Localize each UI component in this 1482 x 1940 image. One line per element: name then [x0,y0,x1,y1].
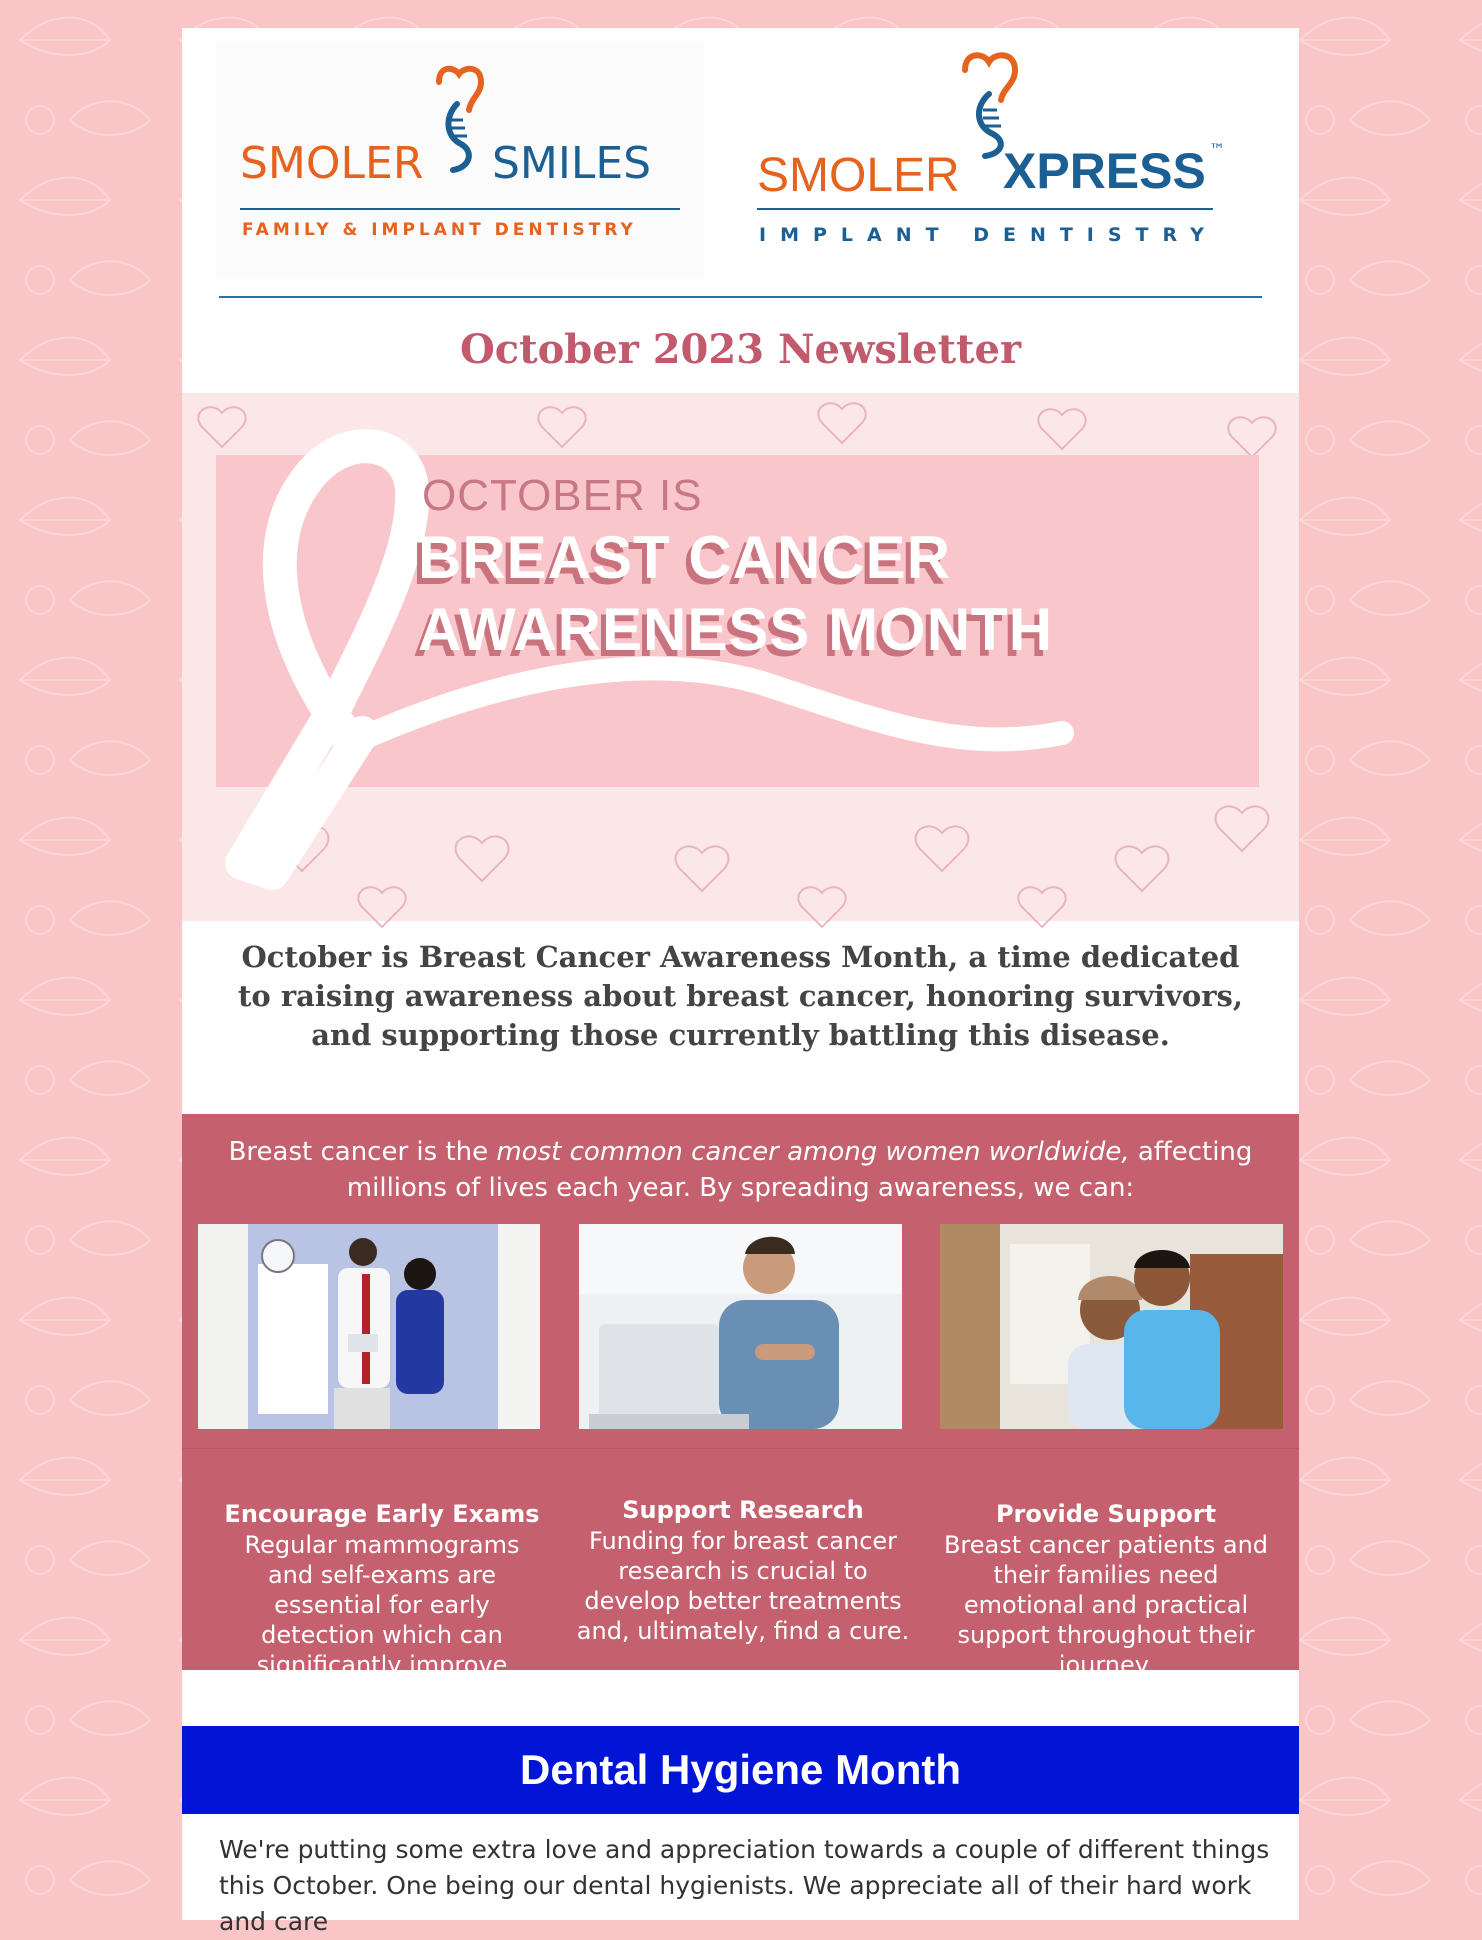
banner-line-1: OCTOBER IS [422,471,703,520]
logo-rule [757,208,1213,210]
photo-support-research [579,1224,902,1429]
smoler-smiles-brand-a: SMOLER [240,138,424,189]
intro-paragraph: October is Breast Cancer Awareness Month, a time dedicated to raising awareness about breast cancer, honoring survivors, and supporting those currently battling this disease. [238,940,1243,1052]
column-provide-support [942,1498,1270,1680]
smoler-xpress-brand-b: XPRESS [1003,143,1206,199]
column-text: Regular mammograms and self-exams are essential for early detection which can significantly improve treatment outcomes. [244,1531,520,1709]
photo-provide-support [940,1224,1283,1429]
newsletter-container [182,28,1299,1936]
smoler-smiles-logo[interactable] [216,42,704,278]
dental-hygiene-title: Dental Hygiene Month [519,1746,962,1793]
column-text: Breast cancer patients and their families need emotional and practical support throughout their journey. [943,1531,1269,1679]
lead-emphasis: most common cancer among women worldwide, [496,1137,1130,1167]
column-support-research [572,1494,914,1646]
column-early-exams [222,1498,542,1710]
dental-hygiene-banner [182,1726,1299,1814]
lead-start: Breast cancer is the [228,1137,497,1167]
logo-header [182,28,1299,278]
column-heading: Provide Support [995,1500,1217,1528]
awareness-section [182,1114,1299,1709]
smoler-xpress-brand-a: SMOLER [757,149,960,202]
awareness-lead [202,1134,1279,1206]
tooth-icon [431,64,491,174]
banner-line-2: BREAST CANCER [418,524,952,591]
lead-end: affecting millions of lives each year. By spreading awareness, we can: [346,1137,1253,1203]
trademark-symbol: ™ [1209,140,1225,159]
smoler-smiles-tagline: FAMILY & IMPLANT DENTISTRY [242,220,637,240]
column-text: Funding for breast cancer research is crucial to develop better treatments and, ultimately, find a cure. [576,1527,910,1645]
dental-hygiene-text: We're putting some extra love and appreciation towards a couple of different things this October. One being our dental hygienists. We appreciate all of their hard work and care [219,1835,1270,1936]
smoler-xpress-tagline: IMPLANT DENTISTRY [759,224,1218,246]
column-heading: Encourage Early Exams [224,1500,540,1528]
photo-early-exams [198,1224,540,1429]
smoler-smiles-brand-b: SMILES [492,138,652,189]
tooth-icon [957,48,1029,158]
banner-line-3: AWARENESS MONTH [418,596,1054,663]
newsletter-title: October 2023 Newsletter [459,326,1022,373]
logo-rule [240,208,680,210]
header-divider [219,296,1262,298]
awareness-banner [182,393,1299,921]
smoler-xpress-logo[interactable] [757,42,1267,278]
column-heading: Support Research [622,1496,864,1524]
section-divider [182,1448,1299,1449]
